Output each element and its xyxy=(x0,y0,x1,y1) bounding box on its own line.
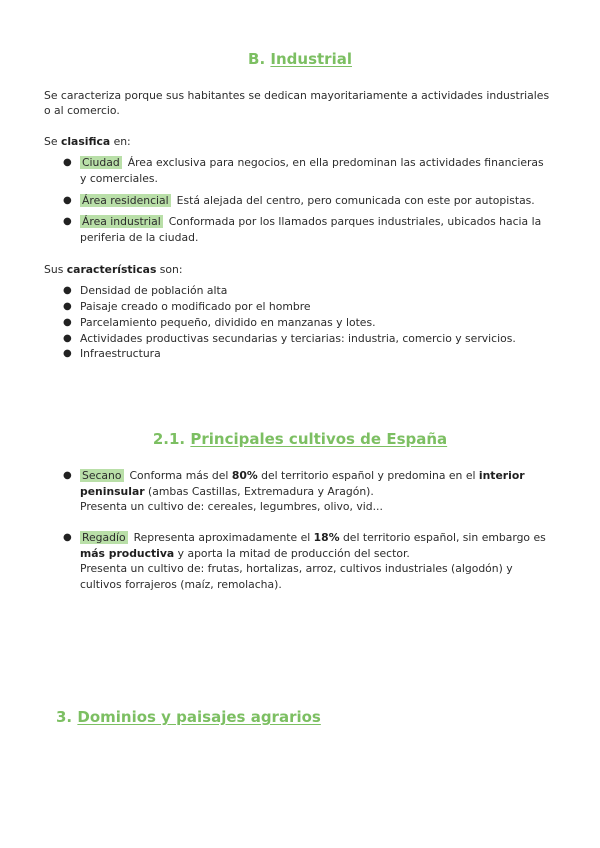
bullet-icon: ● xyxy=(63,216,72,227)
regadio-text: del territorio español, sin embargo es xyxy=(339,531,546,544)
cultivo-item-regadio xyxy=(63,530,546,592)
bullet-icon: ● xyxy=(63,157,72,168)
clasifica-pre: Se xyxy=(44,135,61,148)
secano-text: Conforma más del xyxy=(129,469,232,482)
class-item-ciudad xyxy=(63,155,544,186)
section-b-heading-text: Industrial xyxy=(270,50,352,68)
section-21-title xyxy=(0,430,600,448)
characteristic-text: Actividades productivas secundarias y terciarias: industria, comercio y servicios. xyxy=(80,332,516,345)
secano-text: (ambas Castillas, Extremadura y Aragón). xyxy=(144,484,374,498)
section-3-title xyxy=(56,708,321,726)
class-item-industrial xyxy=(63,214,542,245)
class-term: Área residencial xyxy=(82,194,169,207)
class-desc-line1: Conformada por los llamados parques industriales, ubicados hacia la xyxy=(168,215,542,228)
class-term: Ciudad xyxy=(82,156,120,169)
section-b-title xyxy=(0,50,600,68)
caract-post: son: xyxy=(156,263,183,276)
list-item xyxy=(63,283,228,299)
caracteristicas-line xyxy=(44,262,183,278)
list-item xyxy=(63,346,161,362)
bullet-icon: ● xyxy=(63,301,72,312)
characteristic-text: Paisaje creado o modificado por el hombre xyxy=(80,300,311,313)
class-desc-line2: y comerciales. xyxy=(80,171,158,185)
cultivo-term: Secano xyxy=(82,469,122,482)
characteristic-text: Parcelamiento pequeño, dividido en manzanas y lotes. xyxy=(80,316,376,329)
section-21-number: 2.1. xyxy=(152,430,186,448)
secano-percent: 80% xyxy=(231,469,258,482)
secano-cultivos: Presenta un cultivo de: cereales, legumbres, olivo, vid... xyxy=(80,500,383,513)
class-desc-line2: periferia de la ciudad. xyxy=(80,230,199,244)
section-3-number: 3. xyxy=(56,708,73,726)
section-b-intro-line2: o al comercio. xyxy=(44,104,120,117)
cultivo-item-secano xyxy=(63,468,525,515)
section-b-number: B. xyxy=(248,50,266,68)
cultivo-term: Regadío xyxy=(82,531,126,544)
secano-bold: peninsular xyxy=(80,484,145,498)
section-b-intro-line1: Se caracteriza porque sus habitantes se dedican mayoritariamente a actividades industriales xyxy=(44,89,550,102)
regadio-cultivos: Presenta un cultivo de: frutas, hortalizas, arroz, cultivos industriales (algodón) y xyxy=(80,562,513,575)
bullet-icon: ● xyxy=(63,470,72,481)
regadio-cultivos: cultivos forrajeros (maíz, remolacha). xyxy=(80,577,282,591)
bullet-icon: ● xyxy=(63,195,72,206)
bullet-icon: ● xyxy=(63,532,72,543)
secano-bold: interior xyxy=(478,469,525,482)
clasifica-bold: clasifica xyxy=(60,135,111,148)
bullet-icon: ● xyxy=(63,317,72,328)
bullet-icon: ● xyxy=(63,348,72,359)
caract-pre: Sus xyxy=(44,263,67,276)
characteristic-text: Infraestructura xyxy=(80,347,161,360)
regadio-percent: 18% xyxy=(313,531,340,544)
bullet-icon: ● xyxy=(63,285,72,296)
regadio-bold: más productiva xyxy=(80,546,175,560)
list-item xyxy=(63,331,516,347)
section-3-heading-text: Dominios y paisajes agrarios xyxy=(77,708,321,726)
regadio-text: y aporta la mitad de producción del sector. xyxy=(174,546,410,560)
class-item-residencial xyxy=(63,193,535,209)
secano-text: del territorio español y predomina en el xyxy=(257,469,479,482)
list-item xyxy=(63,315,376,331)
section-21-heading-text: Principales cultivos de España xyxy=(190,430,448,448)
caract-bold: características xyxy=(66,263,157,276)
regadio-text: Representa aproximadamente el xyxy=(133,531,314,544)
class-desc-line1: Área exclusiva para negocios, en ella predominan las actividades financieras xyxy=(127,156,544,169)
clasifica-line xyxy=(44,134,131,150)
bullet-icon: ● xyxy=(63,333,72,344)
class-term: Área industrial xyxy=(82,215,161,228)
list-item xyxy=(63,299,311,315)
clasifica-post: en: xyxy=(110,135,131,148)
class-desc-line1: Está alejada del centro, pero comunicada con este por autopistas. xyxy=(176,194,535,207)
characteristic-text: Densidad de población alta xyxy=(80,284,228,297)
